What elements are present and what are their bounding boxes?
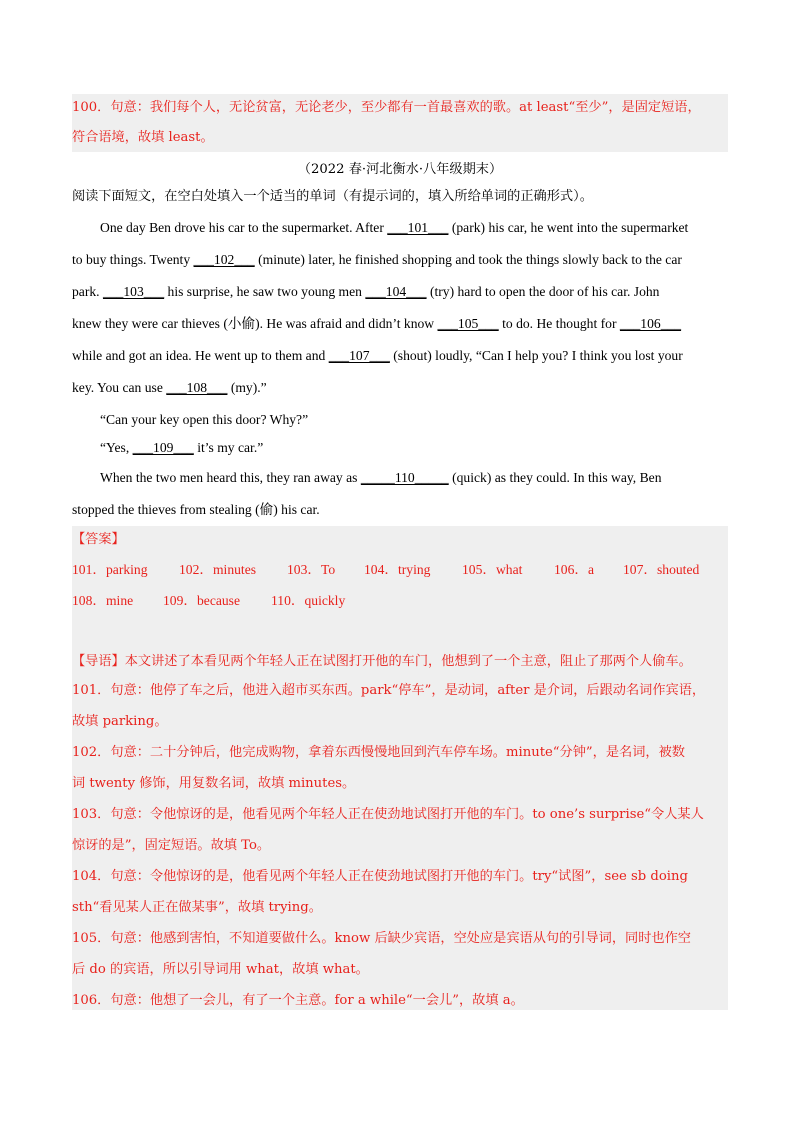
text: (minute) later, he finished shopping and took the things slowly back to the car [254,252,682,267]
answer-102: 102．minutes [179,562,257,577]
text: while and got an idea. He went up to them and [72,348,329,363]
explain-103-line-1: 103．句意：令他惊讶的是，他看见两个年轻人正在使劲地试图打开他的车门。to one’s surprise“令人某人 [72,807,704,822]
answer-103: 103．To [287,562,336,577]
blank-104[interactable]: ___104___ [365,284,427,299]
text: When the two men heard this, they ran away as [100,470,361,485]
text: (shout) loudly, “Can I help you? I think you lost your [389,348,683,363]
explain-106-line-1: 106．句意：他想了一会儿，有了一个主意。for a while“一会儿”，故填 a。 [72,993,524,1008]
top-note-line-1: 100．句意：我们每个人，无论贫富，无论老少，至少都有一首最喜欢的歌。at least“至少”，是固定短语， [72,100,701,115]
text: park. [72,284,103,299]
passage-line-1 [100,218,730,238]
explain-102-line-1: 102．句意：二十分钟后，他完成购物，拿着东西慢慢地回到汽车停车场。minute“分钟”，是名词，被数 [72,745,685,760]
text: his surprise, he saw two young men [164,284,366,299]
text: (quick) as they could. In this way, Ben [448,470,662,485]
blank-109[interactable]: ___109___ [132,440,194,455]
passage-line-10: stopped the thieves from stealing (偷) his car. [72,502,320,517]
text: key. You can use [72,380,167,395]
explain-102-line-2: 词 twenty 修饰，用复数名词，故填 minutes。 [72,776,356,791]
passage-line-4 [72,314,732,334]
answer-109: 109．because [163,593,241,608]
explain-105-line-1: 105．句意：他感到害怕，不知道要做什么。know 后缺少宾语，空处应是宾语从句的引导词，同时也作空 [72,931,691,946]
instruction: 阅读下面短文，在空白处填入一个适当的单词（有提示词的，填入所给单词的正确形式）。 [72,189,593,204]
blank-105[interactable]: ___105___ [437,316,499,331]
text: (my).” [227,380,267,395]
answer-105: 105．what [462,562,523,577]
explain-101-line-2: 故填 parking。 [72,714,168,729]
blank-103[interactable]: ___103___ [102,284,165,299]
source-label: （2022 春·河北衡水·八年级期末） [297,162,503,177]
answer-104: 104．trying [364,562,431,577]
passage-line-6 [72,378,732,398]
passage-line-3 [72,282,732,302]
blank-102[interactable]: ___102___ [193,252,255,267]
text: “Yes, [100,440,133,455]
answer-107: 107．shouted [623,562,700,577]
passage-line-5 [72,346,732,366]
answer-label: 【答案】 [72,532,125,547]
text: (park) his car, he went into the supermarket [448,220,689,235]
explain-104-line-2: sth“看见某人正在做某事”，故填 trying。 [72,900,322,915]
passage-line-7: “Can your key open this door? Why?” [100,412,309,427]
blank-110[interactable]: _____110_____ [360,470,449,485]
blank-107[interactable]: ___107___ [328,348,390,363]
explain-101-line-1: 101．句意：他停了车之后，他进入超市买东西。park“停车”，是动词，after 是介词，后跟动名词作宾语， [72,683,706,698]
text: to do. He thought for [498,316,620,331]
answer-108: 108．mine [72,593,134,608]
guide-intro: 【导语】本文讲述了本看见两个年轻人正在试图打开他的车门，他想到了一个主意，阻止了那两个人偷车。 [72,654,692,669]
answer-101: 101．parking [72,562,148,577]
passage-line-2 [72,250,732,270]
explain-104-line-1: 104．句意：令他惊讶的是，他看见两个年轻人正在使劲地试图打开他的车门。try“试图”，see sb doing [72,869,688,884]
text: knew they were car thieves (小偷). He was afraid and didn’t know [72,316,438,331]
answer-106: 106．a [554,562,595,577]
text: (try) hard to open the door of his car. John [426,284,660,299]
answer-110: 110．quickly [271,593,346,608]
blank-108[interactable]: ___108___ [166,380,228,395]
explain-105-line-2: 后 do 的宾语，所以引导词用 what，故填 what。 [72,962,369,977]
explain-103-line-2: 惊讶的是”，固定短语。故填 To。 [72,838,271,853]
text: One day Ben drove his car to the supermarket. After [100,220,388,235]
passage-line-9 [100,468,730,488]
top-note-line-2: 符合语境，故填 least。 [72,130,214,145]
blank-106[interactable]: ___106___ [619,316,682,331]
text: to buy things. Twenty [72,252,194,267]
text: it’s my car.” [193,440,264,455]
passage-line-8 [100,438,730,458]
blank-101[interactable]: ___101___ [387,220,449,235]
